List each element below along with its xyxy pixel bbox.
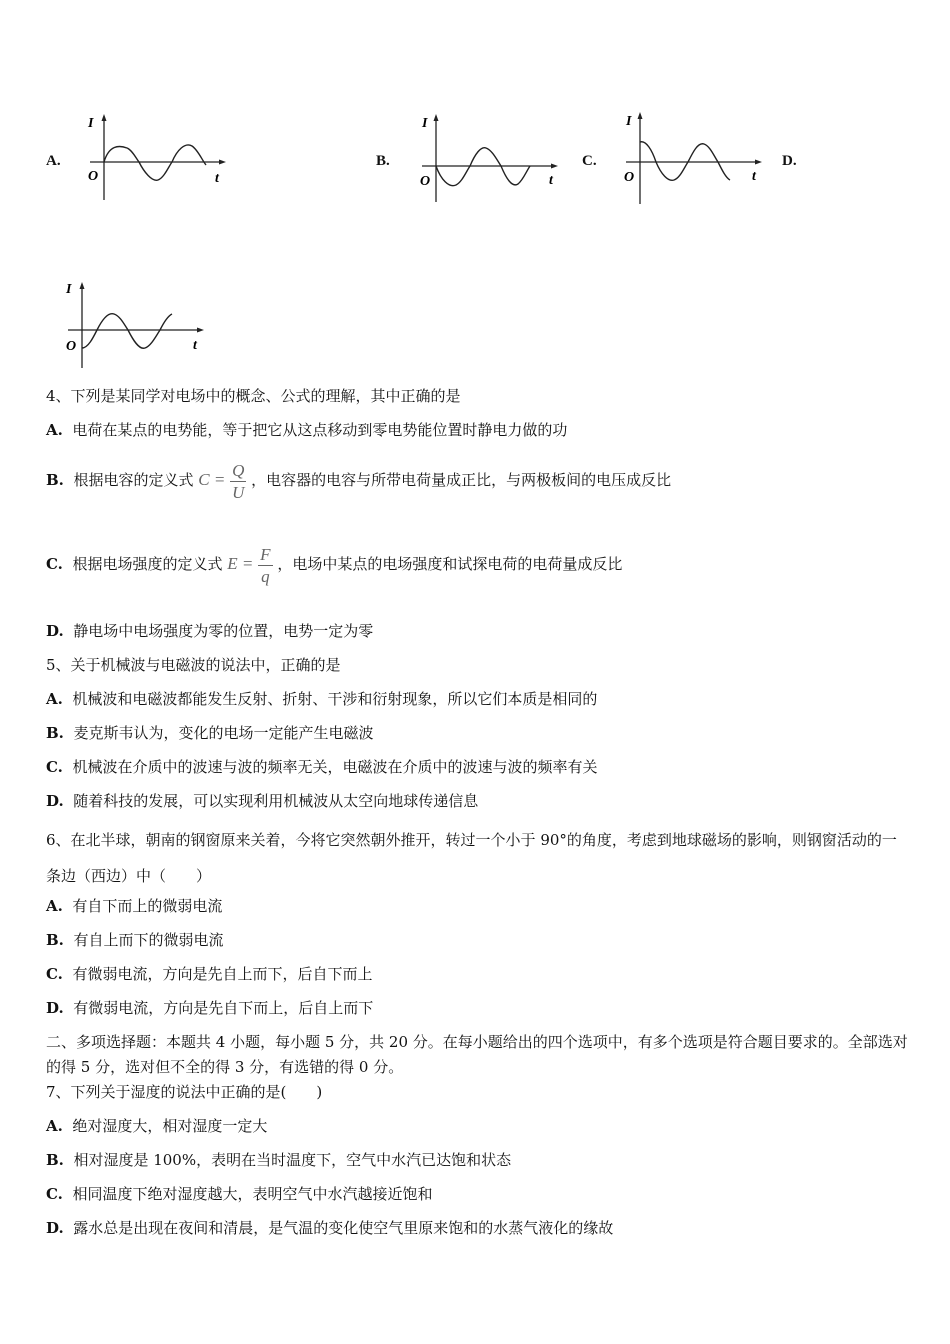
q4-option-c-label: C. — [46, 555, 63, 573]
q5-option-a-text: 机械波和电磁波都能发生反射、折射、干涉和衍射现象，所以它们本质是相同的 — [72, 690, 598, 708]
q4-option-b-formula-lhs: C = — [198, 470, 226, 489]
q4-option-b-post: ，电容器的电容与所带电荷量成正比，与两极板间的电压成反比 — [251, 471, 672, 489]
q6-option-a-text: 有自下而上的微弱电流 — [72, 897, 223, 915]
q6-option-c — [46, 964, 372, 984]
q5-option-d — [46, 791, 478, 811]
graph-c-origin-label: O — [624, 170, 635, 185]
q4-option-d-label: D. — [46, 622, 64, 640]
graph-a-axis-y-label: I — [88, 116, 94, 131]
q7-option-d — [46, 1218, 613, 1238]
q6-option-d-label: D. — [46, 999, 64, 1017]
q6-option-b — [46, 930, 223, 950]
graph-option-b-label: B. — [376, 153, 390, 169]
q6-option-d-text: 有微弱电流，方向是先自下而上，后自上而下 — [73, 999, 374, 1017]
q4-option-c-post: ，电场中某点的电场强度和试探电荷的电荷量成反比 — [277, 555, 623, 573]
graph-a-origin-label: O — [88, 169, 99, 184]
q4-option-b-formula-fraction — [230, 462, 246, 501]
q7-option-b-label: B. — [46, 1151, 64, 1169]
q5-option-d-text: 随着科技的发展，可以实现利用机械波从太空向地球传递信息 — [73, 792, 479, 810]
q6-option-b-text: 有自上而下的微弱电流 — [73, 931, 224, 949]
graph-d-axis-y-label: I — [66, 282, 72, 297]
graph-d-axis-x-label: t — [193, 338, 197, 353]
graph-c-axis-y-label: I — [626, 114, 632, 129]
q5-option-a — [46, 689, 597, 709]
q7-option-b-text: 相对湿度是 100%，表明在当时温度下，空气中水汽已达饱和状态 — [73, 1151, 512, 1169]
graph-option-d-label: D. — [782, 153, 797, 169]
q4-option-c-formula-lhs: E = — [227, 554, 254, 573]
q7-option-c — [46, 1184, 432, 1204]
q4-option-a — [46, 420, 567, 440]
q5-stem: 5、关于机械波与电磁波的说法中，正确的是 — [46, 656, 341, 674]
graph-d-origin-label: O — [66, 339, 77, 354]
q6-option-c-text: 有微弱电流，方向是先自上而下，后自下而上 — [72, 965, 373, 983]
q7-option-b — [46, 1150, 511, 1170]
q5-option-c-label: C. — [46, 758, 63, 776]
q4-option-c-formula-num: F — [260, 544, 271, 564]
q4-stem: 4、下列是某同学对电场中的概念、公式的理解，其中正确的是 — [46, 387, 461, 405]
q6-option-a — [46, 896, 222, 916]
q6-option-d — [46, 998, 373, 1018]
q4-option-c — [46, 540, 622, 588]
q7-option-a-text: 绝对湿度大，相对湿度一定大 — [72, 1117, 268, 1135]
q4-option-c-pre: 根据电场强度的定义式 — [72, 555, 223, 573]
graph-option-a-label: A. — [46, 153, 61, 169]
graph-a — [82, 110, 232, 205]
q4-option-a-label: A. — [46, 421, 63, 439]
q4-option-c-formula-fraction — [258, 546, 272, 585]
q6-option-c-label: C. — [46, 965, 63, 983]
q4-option-a-text: 电荷在某点的电势能，等于把它从这点移动到零电势能位置时静电力做的功 — [72, 421, 568, 439]
graph-option-c-label: C. — [582, 153, 597, 169]
q6-stem: 6、在北半球，朝南的钢窗原来关着，今将它突然朝外推开，转过一个小于 90°的角度，考虑到地球磁场的影响，则钢窗活动的一条边（西边）中（ ） — [46, 831, 897, 885]
q4-option-c-formula-den: q — [261, 566, 270, 586]
graph-b-origin-label: O — [420, 174, 431, 189]
q5-option-b-text: 麦克斯韦认为，变化的电场一定能产生电磁波 — [73, 724, 374, 742]
q5-option-c — [46, 757, 597, 777]
graph-d — [60, 278, 210, 373]
q7-option-c-text: 相同温度下绝对湿度越大，表明空气中水汽越接近饱和 — [72, 1185, 433, 1203]
q5-option-c-text: 机械波在介质中的波速与波的频率无关，电磁波在介质中的波速与波的频率有关 — [72, 758, 598, 776]
q6-option-a-label: A. — [46, 897, 63, 915]
q6-option-b-label: B. — [46, 931, 64, 949]
q4-option-b-pre: 根据电容的定义式 — [73, 471, 194, 489]
q5-option-b — [46, 723, 373, 743]
graph-b — [414, 110, 564, 205]
q7-option-d-label: D. — [46, 1219, 64, 1237]
graph-a-axis-x-label: t — [215, 171, 219, 186]
q4-option-b — [46, 456, 671, 504]
q5-option-a-label: A. — [46, 690, 63, 708]
q4-option-d-text: 静电场中电场强度为零的位置，电势一定为零 — [73, 622, 374, 640]
section-2-heading: 二、多项选择题：本题共 4 小题，每小题 5 分，共 20 分。在每小题给出的四个选项中，有多个选项是符合题目要求的。全部选对的得 5 分，选对但不全的得 3 分，有选错的得 0 分。 — [46, 1033, 908, 1076]
q7-option-a-label: A. — [46, 1117, 63, 1135]
q7-stem: 7、下列关于湿度的说法中正确的是( ) — [46, 1083, 323, 1101]
q4-option-b-formula-den: U — [232, 482, 245, 502]
q4-option-b-formula-num: Q — [232, 460, 245, 480]
q7-option-d-text: 露水总是出现在夜间和清晨，是气温的变化使空气里原来饱和的水蒸气液化的缘故 — [73, 1219, 614, 1237]
q4-option-d — [46, 621, 373, 641]
q5-option-b-label: B. — [46, 724, 64, 742]
q4-option-b-label: B. — [46, 471, 64, 489]
q7-option-a — [46, 1116, 267, 1136]
q5-option-d-label: D. — [46, 792, 64, 810]
graph-b-axis-x-label: t — [549, 173, 553, 188]
graph-b-axis-y-label: I — [422, 116, 428, 131]
q7-option-c-label: C. — [46, 1185, 63, 1203]
graph-c — [618, 108, 768, 208]
graph-c-axis-x-label: t — [752, 169, 756, 184]
